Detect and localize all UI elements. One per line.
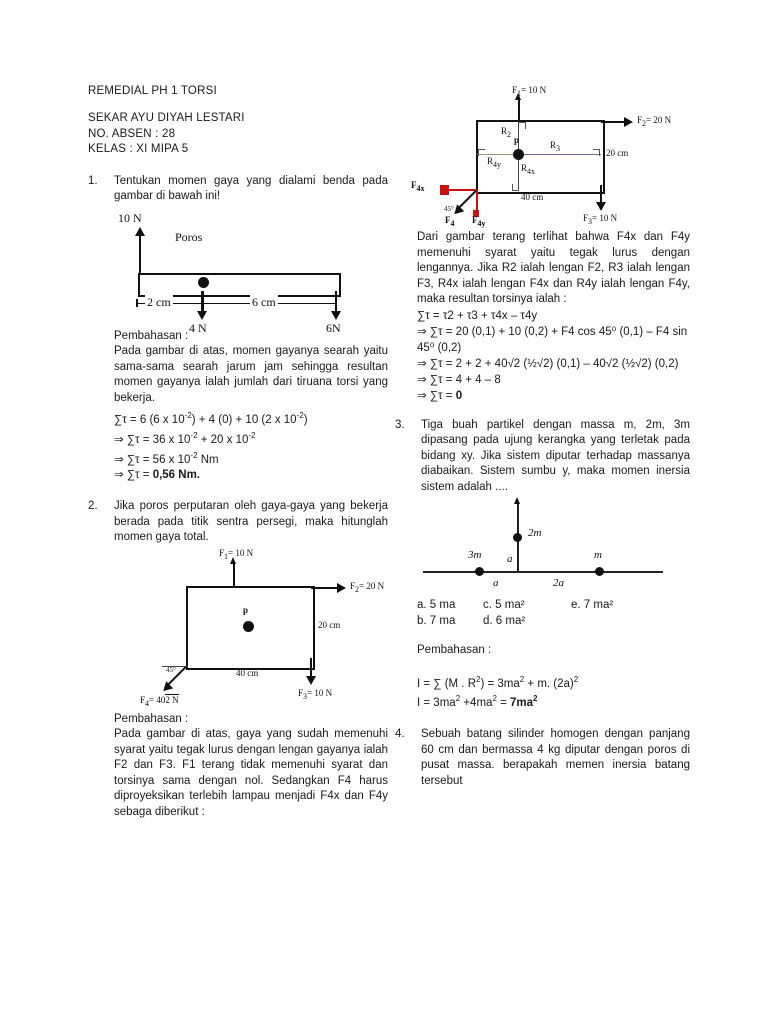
particle-mass-2m-dot [513,533,522,542]
rect2-f2-shaft [601,121,626,123]
option-c [483,597,571,613]
rect2-f4x-name: F [411,180,417,190]
rect2-r3-label [550,140,560,153]
rect2-f4x-sub: 4x [416,183,425,193]
q3-eq2-result: 7ma [510,697,534,710]
q2b-eq5-result: 0 [455,389,463,402]
beam-dim-left-tick [136,299,138,307]
q3-pembahasan-heading: Pembahasan : [417,644,492,656]
beam-force-left-label: 10 N [118,210,142,225]
rect1-f3-value: = 10 N [307,687,333,698]
q1-eq2-exp1: -2 [190,430,198,440]
q1-equation-1 [114,408,388,428]
rect2-r4y-label [487,156,501,169]
q2b-explanation-block [417,230,690,404]
rect2-f3-value: = 10 N [592,213,618,223]
options-col-2 [483,597,571,629]
rect1-f4-head [160,681,173,694]
rect2-r4y-name: R [487,156,494,166]
q3-equation-1 [417,672,690,692]
q2b-equation-4: ⇒ ∑τ = 4 + 4 – 8 [417,373,501,386]
q2b-equation-2: ⇒ ∑τ = 20 (0,1) + 10 (0,2) + F4 cos 45⁰ (0,1) – F4 sin 45⁰ (0,2) [417,325,688,354]
rect2-f2-sub: 2 [642,118,647,128]
rect1-f1-sub: 1 [224,551,229,561]
rect1-f4-name: F [140,694,146,705]
particle-mass-m-dot [595,567,604,576]
question-3-number: 3. [395,418,405,431]
rect2-f2-head [624,117,633,127]
rect2-f4y-label [472,215,486,228]
rect2-f2-label [637,115,671,128]
rect2-f3-label [583,213,617,226]
right-column [395,85,690,789]
rect1-f2-label [350,581,384,594]
q3-eq2-sup2: 2 [492,694,497,704]
rect1-f1-head [230,557,236,564]
q1-eq2-exp2: -2 [248,430,256,440]
beam-dim-left-label: 2 cm [147,294,171,309]
rect1-f4-label [140,695,179,708]
q1-eq3-exp: -2 [190,450,198,460]
rect2-r3-name: R [550,140,557,150]
rect1-f1-shaft [233,563,235,588]
particle-system-diagram [395,503,690,591]
rect2-f4x-shaft [447,189,477,191]
q2-pembahasan-block [114,712,388,821]
rect2-f3-sub: 3 [588,216,593,226]
rect1-pivot-dot [243,621,254,632]
rect1-f3-head [306,676,316,685]
rect2-r3-line [519,154,601,155]
question-2-text: Jika poros perputaran oleh gaya-gaya yang bekerja berada pada titik sentra persegi, maka hitunglah momen gaya total. [114,500,388,544]
rect2-f1-sub: 1 [517,88,522,98]
rect2-r3-sub: 3 [556,143,561,153]
rect2-f1-name: F [512,85,518,95]
particle-dist-right-label: 2a [553,577,564,589]
q2-pembahasan-heading: Pembahasan : [114,712,189,725]
q3-eq1-part1: I = ∑ (M . R [417,677,476,690]
rect1-f2-shaft [311,587,339,589]
particle-dist-vertical-label: a [507,553,513,565]
rect2-r2-sub: 2 [507,129,512,139]
question-4 [395,727,690,789]
q1-eq1-exp2: -2 [296,411,304,420]
option-e-value: 7 ma² [583,599,614,611]
rect2-r4x-name: R [521,163,528,173]
rect2-f2-name: F [637,115,643,125]
option-b-key: b. [417,615,427,627]
rect1-f2-sub: 2 [355,584,360,594]
rect2-r4x-label [521,163,535,176]
rect2-r2-label [501,126,511,139]
option-d-value: 6 ma² [495,615,526,627]
q1-eq1-part3: ) [303,413,308,426]
particle-mass-3m-label: 3m [468,549,482,561]
question-1-text: Tentukan momen gaya yang dialami benda pada gambar di bawah ini! [114,174,388,202]
q2b-equation-5 [417,388,690,404]
q1-equation-2 [114,428,388,448]
beam-arrow-mid-head [197,311,207,320]
question-1 [88,174,388,205]
particle-mass-m-label: m [594,549,602,561]
q3-eq1-sup2: 2 [519,674,525,684]
rect2-r4y-corner [478,149,485,156]
q1-eq1-part2: ) + 4 (0) + 10 (2 x 10 [191,413,297,426]
rect1-f1-value: = 10 N [228,547,254,558]
q1-equation-4 [114,467,388,483]
q1-pembahasan-block [114,329,388,484]
beam-arrow-left-head [135,227,145,236]
rect2-f4x-label [411,180,425,193]
rect2-f4-sub: 4 [450,218,455,228]
student-absen: NO. ABSEN : 28 [88,127,176,140]
beam-force-diagram [88,210,388,335]
rect1-f2-value: = 20 N [359,580,385,591]
student-name: SEKAR AYU DIYAH LESTARI [88,112,245,124]
rect1-f3-sub: 3 [303,691,308,701]
q3-eq1-sup1: 2 [476,674,481,684]
q3-pembahasan-block [417,643,690,711]
rect1-f4-value: = 40 [149,694,166,705]
left-column [88,85,388,820]
q1-eq2-part2: + 20 x 10 [197,433,249,446]
rect1-f4-radical: 2 N [165,694,179,705]
q3-eq2-part3: = [496,697,510,710]
option-d-key: d. [483,615,493,627]
rect2-f3-head [596,202,606,211]
q2b-eq5-prefix: ⇒ ∑τ = [417,389,456,402]
q3-eq1-part2: ) = 3ma [480,677,520,690]
option-c-value: 5 ma² [495,599,525,611]
rect2-width-label: 40 cm [521,192,544,202]
option-e-key: e. [571,599,581,611]
rect1-f4-sub: 4 [145,698,150,708]
q3-eq2-sup1: 2 [455,694,461,704]
rect2-f4x-head [440,185,449,195]
rect1-f3-name: F [298,687,304,698]
option-a-key: a. [417,599,427,611]
rect2-pivot-dot [513,149,524,160]
rect2-f1-head [515,93,521,100]
options-col-1 [417,597,483,629]
rect1-f2-head [337,583,346,593]
q3-eq2-part1: I = 3ma [417,697,456,710]
beam-dim-right-label: 6 cm [252,294,276,309]
rect1-f3-label [298,688,332,701]
question-3 [395,418,690,496]
rect2-r4y-sub: 4y [493,159,502,169]
rect2-f2-value: = 20 N [646,115,672,125]
beam-arrow-right-head [331,311,341,320]
question-4-number: 4. [395,728,405,741]
q2-pembahasan-text: Pada gambar di atas, gaya yang sudah memenuhi syarat yaitu tegak lurus dengan lengan gayanya ialah F2 dan F3. F1 terang tidak memenuhi syarat dan torsinya sama dengan nol. Sedangkan F4 harus diproyeksikan terlebih lampau menjadi F4x dan F4y sebaga diberikut : [114,728,388,818]
q1-eq2-part1: ⇒ ∑τ = 36 x 10 [114,433,191,446]
question-4-text: Sebuah batang silinder homogen dengan panjang 60 cm dan bermassa 4 kg diputar dengan poros di pusat massa. berapakah memen inersia batang tersebut [421,728,690,787]
rect2-f1-value: = 10 N [521,85,547,95]
question-2 [88,499,388,546]
q2b-text: Dari gambar terang terlihat bahwa F4x dan F4y memenuhi syarat yaitu tegak lurus dengan lengannya. Jika R2 ialah lengan F2, R3 ialah lengan F3, R4x ialah lengan F4x dan R4y ialah lengan F4y, maka resultan torsinya ialah : [417,231,690,305]
rect2-f4y-name: F [472,215,478,225]
option-b [417,613,483,629]
q1-pembahasan-heading: Pembahasan : [114,329,189,342]
q3-eq2-sup3: 2 [533,694,538,704]
question-3-options [417,597,690,629]
q1-eq1-exp1: -2 [184,411,192,420]
q1-equation-3 [114,448,388,468]
rect2-angle-label: 45° [444,205,454,213]
beam-force-mid-label: 4 N [189,320,207,335]
particle-x-axis [423,571,663,573]
rect1-f1-label [219,548,253,561]
option-a-value: 5 ma [429,599,456,611]
rect1-height-label: 20 cm [318,619,341,630]
rect2-height-label: 20 cm [606,148,629,158]
particle-mass-2m-label: 2m [528,527,542,539]
rect2-f4-label [445,215,455,228]
rect2-r4x-corner [512,184,519,191]
q1-eq1-part1: ∑τ = 6 (6 x 10 [114,413,185,426]
beam-arrow-left-shaft [139,235,141,275]
beam-pivot-label: Poros [175,229,203,244]
rect2-r2-name: R [501,126,508,136]
particle-dist-left-label: a [493,577,499,589]
rect1-f1-name: F [219,547,225,558]
q3-eq1-sup3: 2 [573,674,579,684]
q3-eq1-part3: + m. (2a) [524,677,574,690]
rectangle-force-diagram [88,548,388,708]
student-kelas: KELAS : XI MIPA 5 [88,143,189,155]
q3-eq2-part2: +4ma [460,697,493,710]
rect2-f4-name: F [445,215,451,225]
question-2-number: 2. [88,500,98,513]
q2b-equation-3: ⇒ ∑τ = 2 + 2 + 40√2 (½√2) (0,1) – 40√2 (½√2) (0,2) [417,357,679,370]
q2b-equation-1: ∑τ = τ2 + τ3 + τ4x – τ4y [417,309,538,322]
rect1-f2-name: F [350,580,356,591]
rect2-r2-corner [519,122,526,129]
q1-eq4-prefix: ⇒ ∑τ = [114,469,153,482]
question-3-text: Tiga buah partikel dengan massa m, 2m, 3m dipasang pada ujung kerangka yang terletak pada bidang xy. Jika sistem diputar terhadap massanya diabaikan. Sistem sumbu y, maka momen inersia sistem adalah .... [421,418,690,493]
rectangle-components-diagram [395,85,690,230]
rect1-angle-label: 45° [166,665,176,674]
q1-eq3-part1: ⇒ ∑τ = 56 x 10 [114,453,191,466]
option-a [417,597,483,613]
rect2-f4y-sub: 4y [477,218,486,228]
rect2-f3-name: F [583,213,589,223]
options-col-3 [571,597,613,629]
q1-eq3-part2: Nm [197,453,219,466]
particle-mass-3m-dot [475,567,484,576]
beam-pivot-dot [198,277,209,288]
option-b-value: 7 ma [429,615,456,627]
option-e [571,597,613,613]
rect2-r4x-sub: 4x [527,166,536,176]
beam-bar [138,273,341,297]
option-d [483,613,571,629]
document-title: REMEDIAL PH 1 TORSI [88,85,217,97]
q3-equation-2 [417,691,690,711]
rect2-r3-corner [593,149,600,156]
q1-eq4-result: 0,56 Nm. [152,469,200,482]
q1-pembahasan-text: Pada gambar di atas, momen gayanya searah yaitu sama-sama searah jarum jam sehingga resultan momen gayanya ialah jumlah dari tiruana torsi yang bekerja. [114,345,388,404]
option-c-key: c. [483,599,492,611]
rect1-width-label: 40 cm [236,667,259,678]
rect2-pivot-label: p [514,135,520,145]
question-1-number: 1. [88,174,98,187]
particle-y-axis-arrow [514,497,520,504]
rect1-pivot-label: p [243,604,249,615]
beam-force-right-label: 6N [326,320,341,335]
